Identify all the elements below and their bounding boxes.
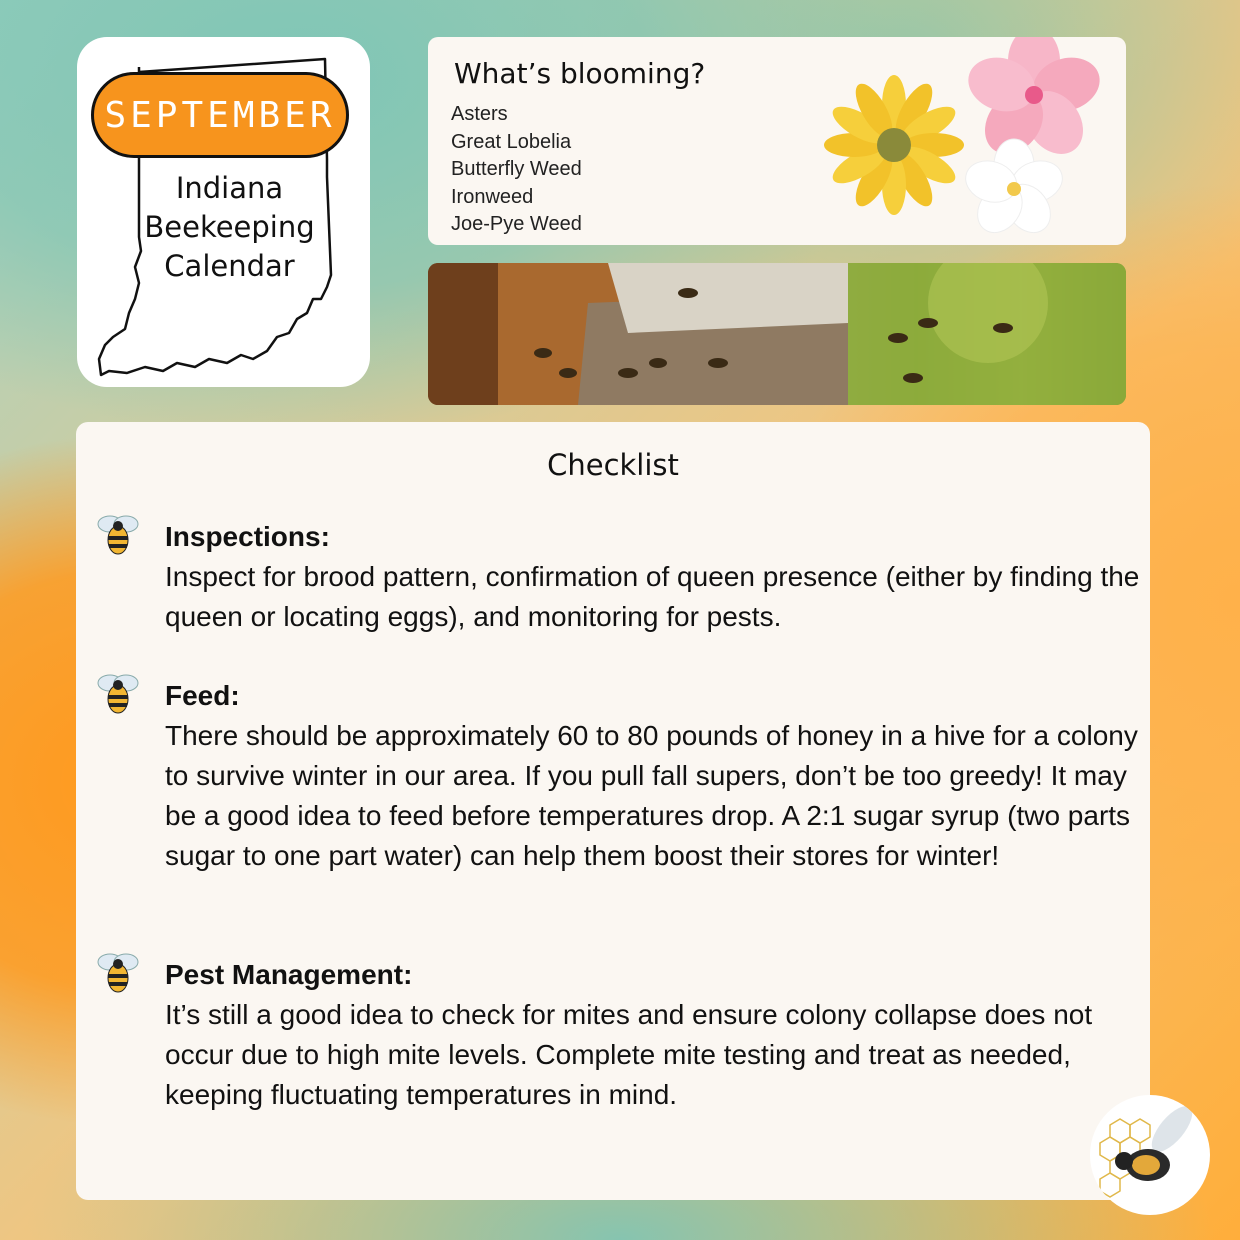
list-item: Butterfly Weed xyxy=(451,158,582,180)
list-item: Ironweed xyxy=(451,185,534,208)
checklist-heading: Feed: xyxy=(165,680,240,711)
bee-icon xyxy=(88,952,148,996)
calendar-title-card xyxy=(77,37,370,387)
title-line: Beekeeping xyxy=(144,210,315,244)
checklist-heading: Pest Management: xyxy=(165,959,413,990)
title-line: Calendar xyxy=(164,249,295,283)
hive-bees-illustration xyxy=(428,263,1126,405)
pink-flower-icon xyxy=(961,37,1106,165)
checklist-title: Checklist xyxy=(547,448,679,482)
honeycomb-bee-badge xyxy=(1090,1095,1210,1215)
checklist-text: Inspect for brood pattern, confirmation of queen presence (either by finding the queen or locating eggs), and monitoring for pests. xyxy=(165,561,1140,632)
blooming-list xyxy=(451,101,582,239)
checklist-text: It’s still a good idea to check for mites and ensure colony collapse does not occur due to high mite levels. Complete mite testing and treat as needed, keeping fluctuating temperatures in mind. xyxy=(165,999,1093,1110)
list-item: Great Lobelia xyxy=(451,130,572,153)
checklist-heading: Inspections: xyxy=(165,521,330,552)
checklist-card xyxy=(76,422,1150,1200)
flowers-illustration xyxy=(816,37,1126,245)
bee-icon xyxy=(88,514,148,558)
checklist-text: There should be approximately 60 to 80 pounds of honey in a hive for a colony to survive winter in our area. If you pull fall supers, don’t be too greedy! It may be a good idea to feed before temperatures drop. A 2:1 sugar syrup (two parts sugar to one part water) can help them boost their stores for winter! xyxy=(165,720,1138,871)
title-line: Indiana xyxy=(175,171,284,205)
yellow-flower-icon xyxy=(824,75,964,215)
list-item: Joe-Pye Weed xyxy=(451,213,582,235)
blooming-title: What’s blooming? xyxy=(454,57,706,90)
calendar-title xyxy=(127,169,332,286)
bee-icon xyxy=(88,673,148,717)
month-label: SEPTEMBER xyxy=(91,72,349,158)
beehive-photo xyxy=(428,263,1126,405)
white-flower-icon xyxy=(960,139,1067,241)
whats-blooming-card xyxy=(428,37,1126,245)
list-item: Asters xyxy=(451,103,508,125)
honeycomb-bee-icon xyxy=(1090,1095,1210,1215)
